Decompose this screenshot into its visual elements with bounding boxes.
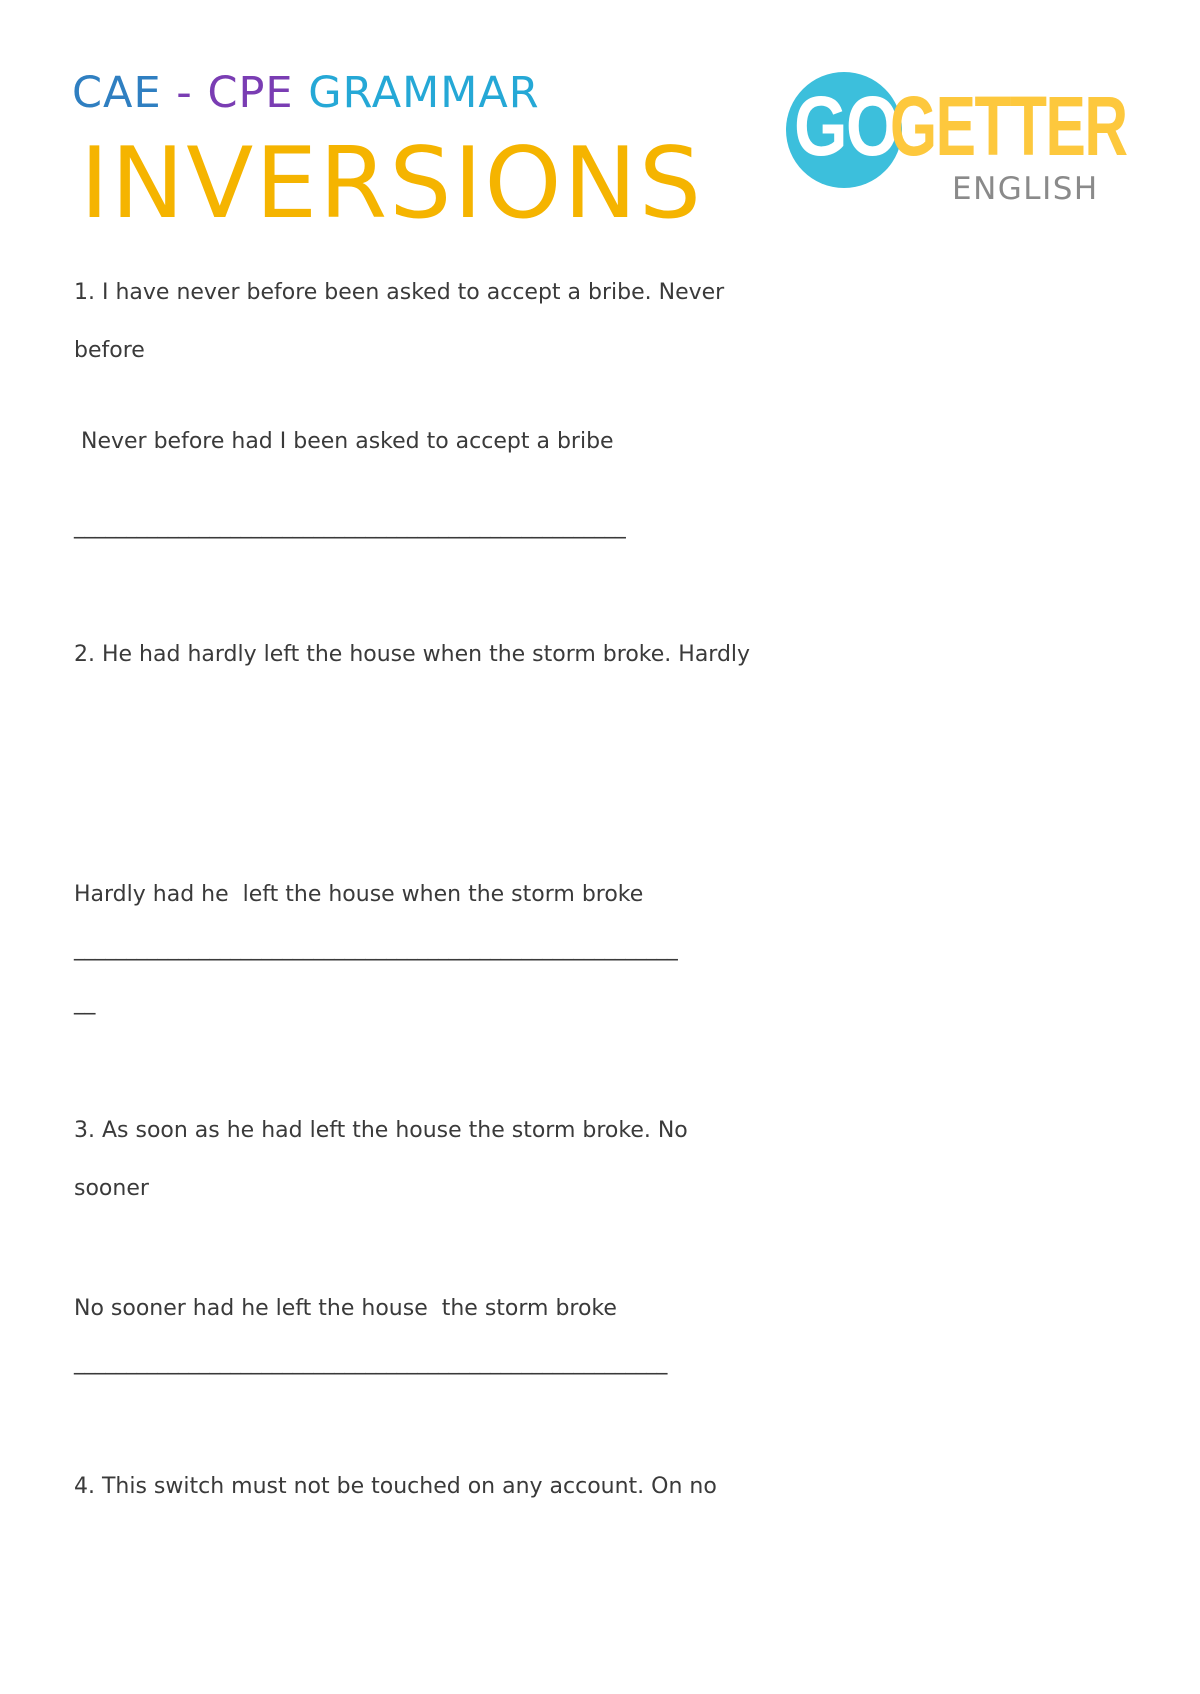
exercise-1-answer: Never before had I been asked to accept a bribe <box>74 429 614 454</box>
exercise-1-prompt-cont: before <box>74 338 145 363</box>
exercise-3-answer: No sooner had he left the house the storm broke <box>74 1296 617 1321</box>
header-grammar: GRAMMAR <box>293 68 540 118</box>
page-title: INVERSIONS <box>80 127 704 241</box>
header-dash: - <box>161 68 208 118</box>
exercise-2-prompt: 2. He had hardly left the house when the storm broke. Hardly <box>74 642 751 667</box>
exercise-2-answer: Hardly had he left the house when the storm broke <box>74 882 644 907</box>
exercise-1-answer-line: _____________________________________________________ <box>74 514 626 539</box>
header-cpe: CPE <box>207 68 294 118</box>
exercise-3-prompt: 3. As soon as he had left the house the storm broke. No <box>74 1118 688 1143</box>
logo-go: GO <box>794 79 898 173</box>
exercise-4-prompt: 4. This switch must not be touched on any account. On no <box>74 1474 717 1499</box>
exercise-2-answer-line-cont: __ <box>74 990 95 1015</box>
header-subtitle <box>72 68 540 118</box>
exercise-3-prompt-cont: sooner <box>74 1176 149 1201</box>
logo-english: ENGLISH <box>952 171 1099 207</box>
exercise-3-answer-line: _________________________________________________________ <box>74 1350 667 1375</box>
exercise-2-answer-line: __________________________________________________________ <box>74 936 678 961</box>
header-cae: CAE <box>72 68 162 118</box>
logo-getter: GETTER <box>890 79 1127 173</box>
gogetter-logo <box>786 70 1127 220</box>
exercise-1-prompt: 1. I have never before been asked to accept a bribe. Never <box>74 280 725 305</box>
